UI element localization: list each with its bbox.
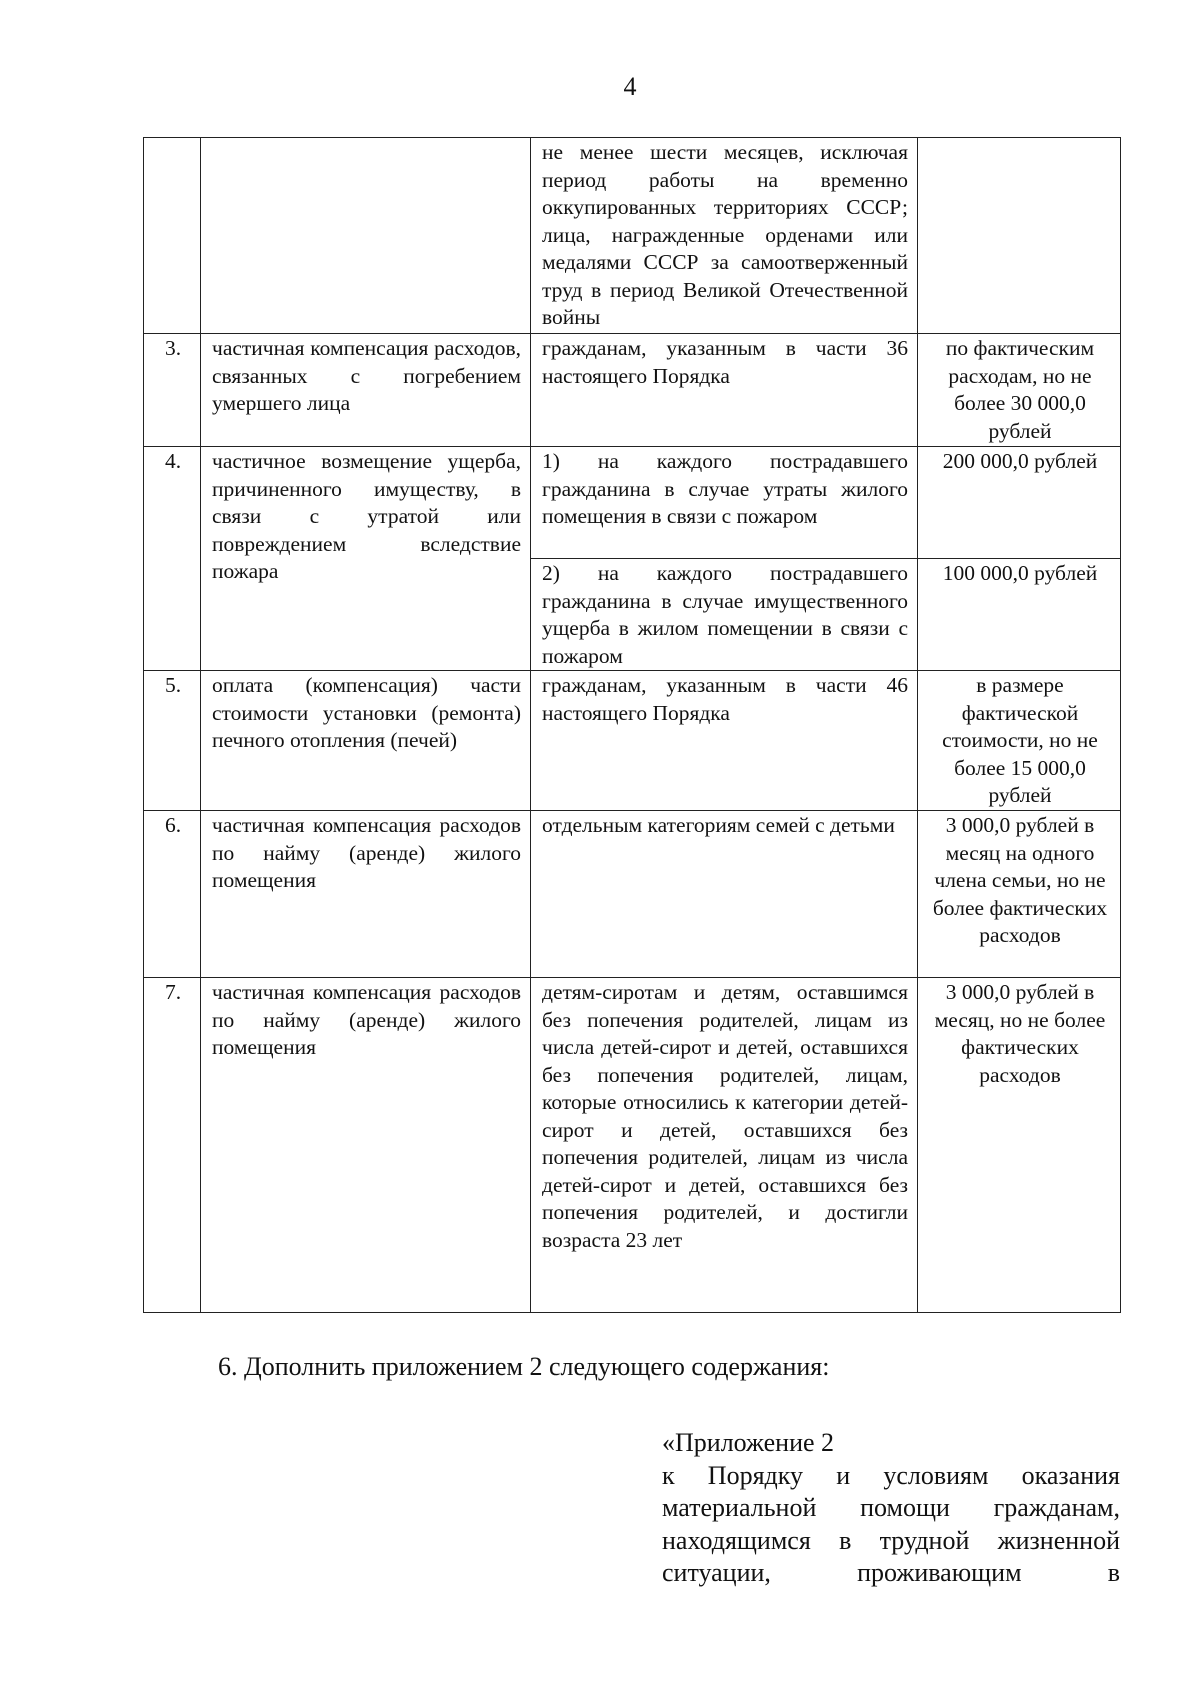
table-row bbox=[144, 138, 1121, 334]
row-number: 4. bbox=[144, 447, 201, 671]
row-number: 5. bbox=[144, 671, 201, 811]
amount-cell: по фактическим расходам, но не более 30 000,0 рублей bbox=[918, 334, 1121, 447]
table-row bbox=[144, 671, 1121, 811]
annex-title: «Приложение 2 bbox=[662, 1428, 835, 1457]
table-row bbox=[144, 447, 1121, 559]
page-number: 4 bbox=[623, 72, 637, 101]
recipients-cell: гражданам, указанным в части 36 настоящего Порядка bbox=[531, 334, 918, 447]
assistance-table bbox=[143, 137, 1121, 1313]
recipients-cell: не менее шести месяцев, исключая период работы на временно оккупированных территориях СССР; лица, награжденные орденами или медалями СССР за самоотверженный труд в период Великой Отечественной войны bbox=[531, 138, 918, 334]
amount-cell: в размере фактической стоимости, но не более 15 000,0 рублей bbox=[918, 671, 1121, 811]
assistance-type: частичная компенсация расходов по найму (аренде) жилого помещения bbox=[201, 978, 531, 1313]
recipients-cell: отдельным категориям семей с детьми bbox=[531, 811, 918, 978]
assistance-type: частичное возмещение ущерба, причиненного имуществу, в связи с утратой или повреждением вследствие пожара bbox=[201, 447, 531, 671]
assistance-type: оплата (компенсация) части стоимости установки (ремонта) печного отопления (печей) bbox=[201, 671, 531, 811]
amendment-paragraph: 6. Дополнить приложением 2 следующего содержания: bbox=[218, 1352, 830, 1381]
amount-cell bbox=[918, 138, 1121, 334]
amount-cell: 200 000,0 рублей bbox=[918, 447, 1121, 559]
row-number bbox=[144, 138, 201, 334]
recipients-cell: 2) на каждого пострадавшего гражданина в случае имущественного ущерба в жилом помещении в связи с пожаром bbox=[531, 559, 918, 671]
amount-cell: 3 000,0 рублей в месяц, но не более фактических расходов bbox=[918, 978, 1121, 1313]
row-number: 6. bbox=[144, 811, 201, 978]
assistance-type bbox=[201, 138, 531, 334]
table-row bbox=[144, 334, 1121, 447]
table-row bbox=[144, 811, 1121, 978]
amount-cell: 100 000,0 рублей bbox=[918, 559, 1121, 671]
recipients-cell: детям-сиротам и детям, оставшимся без попечения родителей, лицам из числа детей-сирот и детей, оставшихся без попечения родителей, лицам, которые относились к категории детей-сирот и детей, оставшихся без попечения родителей, лицам из числа детей-сирот и детей, оставшихся без попечения родителей, и достигли возраста 23 лет bbox=[531, 978, 918, 1313]
annex-body: к Порядку и условиям оказания материальной помощи гражданам, находящимся в трудной жизненной ситуации, проживающим в bbox=[662, 1460, 1120, 1587]
assistance-type: частичная компенсация расходов, связанных с погребением умершего лица bbox=[201, 334, 531, 447]
amount-cell: 3 000,0 рублей в месяц на одного члена семьи, но не более фактических расходов bbox=[918, 811, 1121, 978]
row-number: 3. bbox=[144, 334, 201, 447]
annex-header bbox=[662, 1427, 1120, 1590]
row-number: 7. bbox=[144, 978, 201, 1313]
recipients-cell: 1) на каждого пострадавшего гражданина в случае утраты жилого помещения в связи с пожаром bbox=[531, 447, 918, 559]
assistance-type: частичная компенсация расходов по найму (аренде) жилого помещения bbox=[201, 811, 531, 978]
recipients-cell: гражданам, указанным в части 46 настоящего Порядка bbox=[531, 671, 918, 811]
table-row bbox=[144, 978, 1121, 1313]
